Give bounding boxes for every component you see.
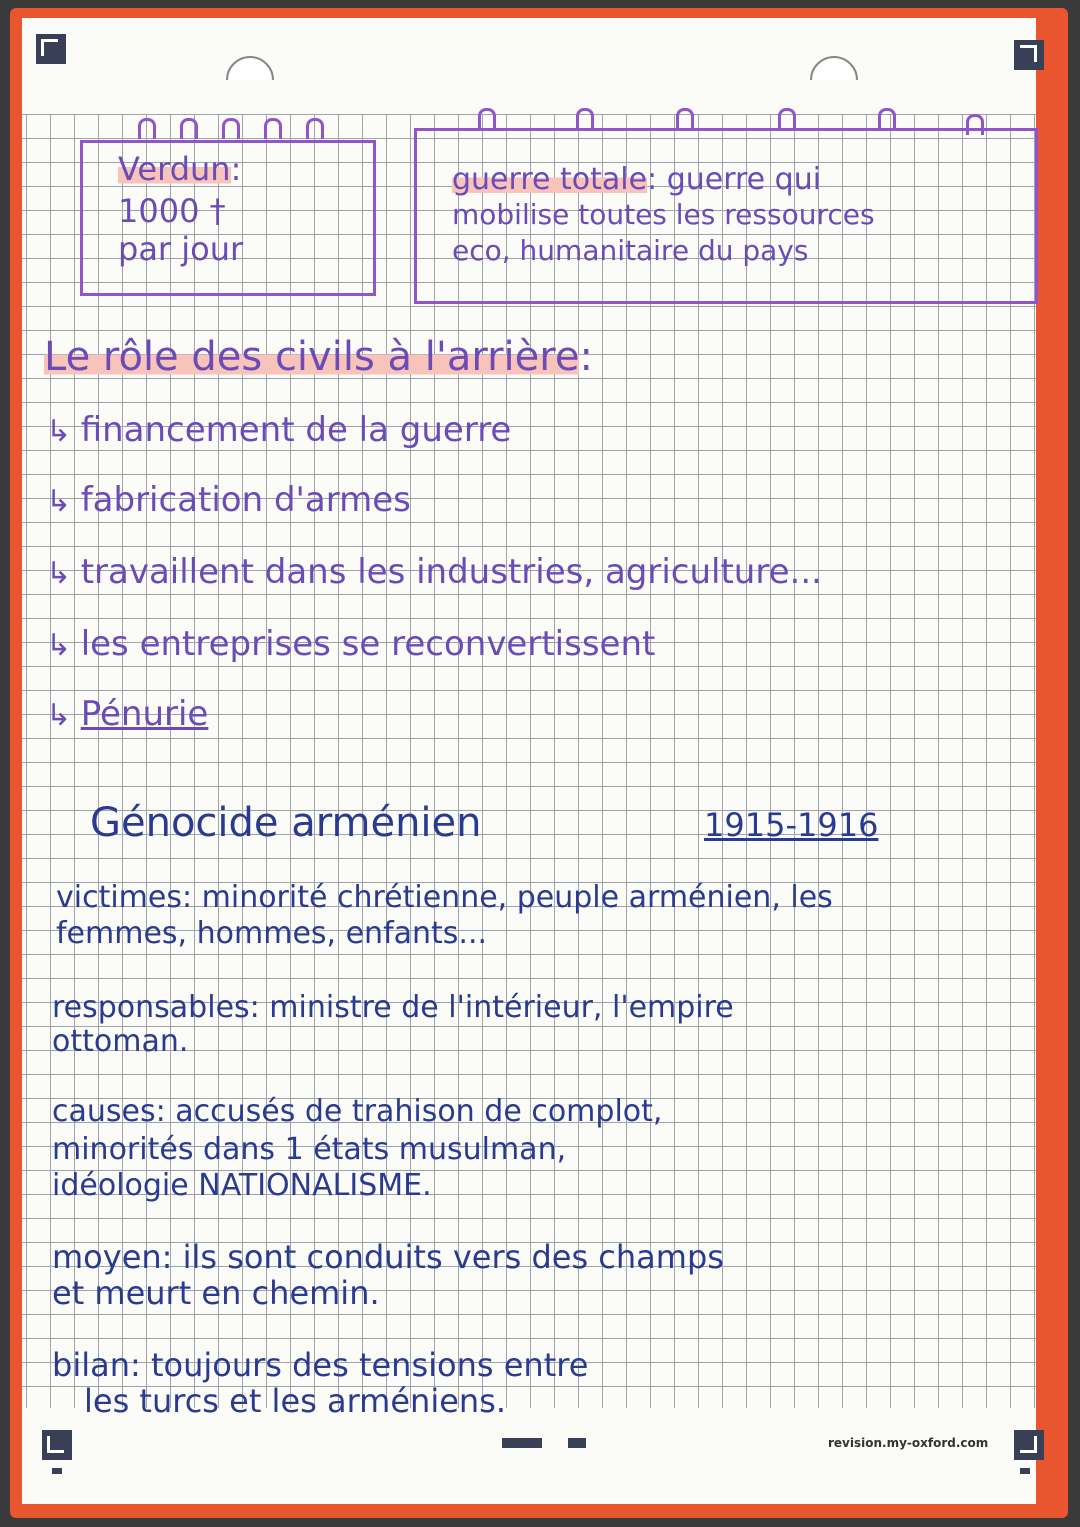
section-title-civils: Le rôle des civils à l'arrière: xyxy=(44,334,593,380)
corner-mark-icon xyxy=(36,34,66,64)
verdun-line-1: Verdun: xyxy=(118,150,242,188)
spiral-ring xyxy=(478,108,496,129)
spiral-ring xyxy=(778,108,796,129)
spiral-ring xyxy=(180,118,198,139)
responsables-line-2: ottoman. xyxy=(52,1024,189,1059)
victimes-line-2: femmes, hommes, enfants... xyxy=(56,916,488,951)
arrow-bullet-icon: ↳ xyxy=(46,628,81,663)
list-item: ↳ Pénurie xyxy=(46,694,209,734)
arrow-bullet-icon: ↳ xyxy=(46,484,81,519)
spiral-ring xyxy=(878,108,896,129)
causes-line-3: idéologie NATIONALISME. xyxy=(52,1168,432,1203)
list-item: ↳ les entreprises se reconvertissent xyxy=(46,624,656,664)
corner-mark-icon xyxy=(1014,40,1044,70)
list-item: ↳ financement de la guerre xyxy=(46,410,512,450)
spiral-ring xyxy=(576,108,594,129)
arrow-bullet-icon: ↳ xyxy=(46,698,81,733)
spiral-ring xyxy=(966,114,984,135)
guerre-totale-line-1: guerre totale: guerre qui xyxy=(452,162,822,197)
page-indicator-dots xyxy=(502,1438,542,1448)
causes-line-2: minorités dans 1 états musulman, xyxy=(52,1132,567,1167)
paper-top-margin xyxy=(22,18,1036,114)
section-title-genocide: Génocide arménien xyxy=(90,800,482,846)
bilan-line-1: bilan: toujours des tensions entre xyxy=(52,1346,589,1384)
verdun-line-2: 1000 † xyxy=(118,192,226,230)
moyen-line-1: moyen: ils sont conduits vers des champs xyxy=(52,1238,724,1276)
corner-tick xyxy=(52,1468,62,1474)
spiral-ring xyxy=(264,118,282,139)
list-item: ↳ fabrication d'armes xyxy=(46,480,411,520)
genocide-dates: 1915-1916 xyxy=(704,806,879,844)
corner-mark-icon xyxy=(1014,1430,1044,1460)
list-item: ↳ travaillent dans les industries, agriculture... xyxy=(46,552,822,592)
responsables-line-1: responsables: ministre de l'intérieur, l'empire xyxy=(52,990,734,1025)
paper-bottom-margin xyxy=(22,1408,1036,1504)
causes-line-1: causes: accusés de trahison de complot, xyxy=(52,1094,663,1129)
moyen-line-2: et meurt en chemin. xyxy=(52,1274,380,1312)
spiral-ring xyxy=(138,118,156,139)
footer-url: revision.my-oxford.com xyxy=(828,1436,989,1450)
spiral-ring xyxy=(676,108,694,129)
corner-mark-icon xyxy=(42,1430,72,1460)
guerre-totale-line-2: mobilise toutes les ressources xyxy=(452,198,875,231)
arrow-bullet-icon: ↳ xyxy=(46,414,81,449)
corner-tick xyxy=(1020,1468,1030,1474)
verdun-line-3: par jour xyxy=(118,230,244,268)
bilan-line-2: les turcs et les arméniens. xyxy=(84,1382,507,1420)
arrow-bullet-icon: ↳ xyxy=(46,556,81,591)
victimes-line-1: victimes: minorité chrétienne, peuple arménien, les xyxy=(56,880,833,915)
guerre-totale-line-3: eco, humanitaire du pays xyxy=(452,234,809,267)
spiral-ring xyxy=(306,118,324,139)
spiral-ring xyxy=(222,118,240,139)
page-indicator-dash xyxy=(568,1438,586,1448)
